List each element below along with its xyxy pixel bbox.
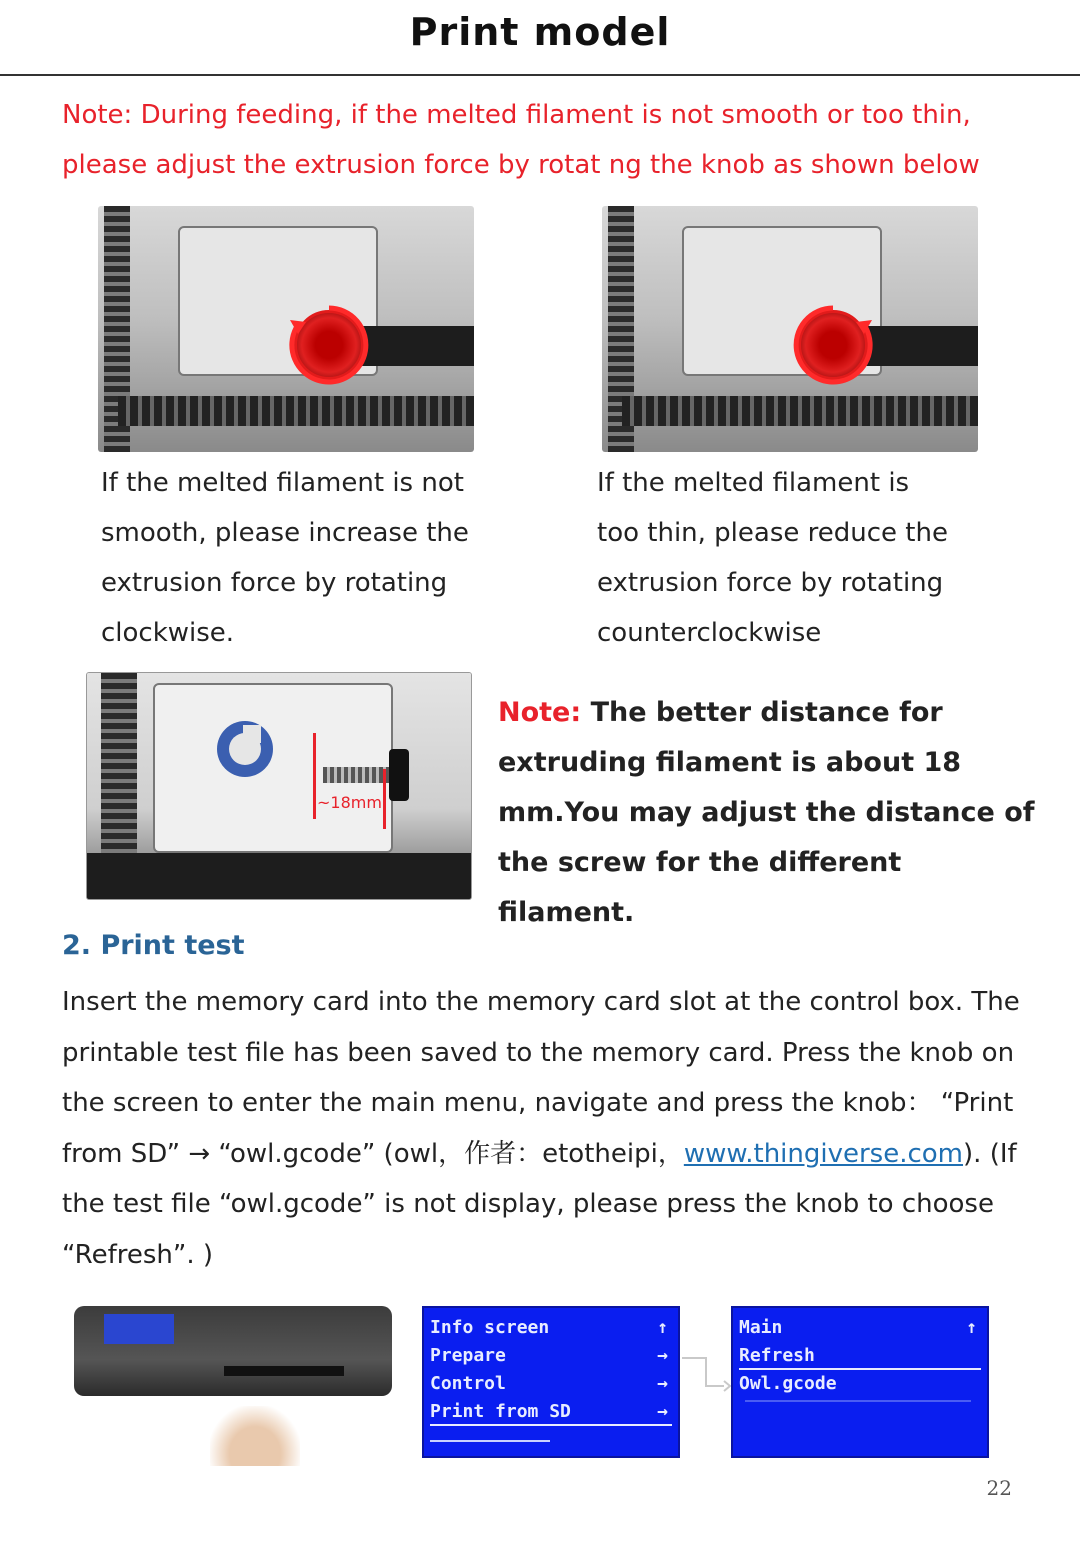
menu-item-refresh[interactable]: Refresh — [739, 1342, 981, 1370]
screw-head — [389, 749, 409, 801]
lcd-main-menu — [422, 1306, 680, 1458]
rotate-clockwise-icon — [284, 300, 374, 390]
distance-marker-left — [313, 733, 316, 819]
distance-marker-right — [383, 769, 386, 829]
sd-card-slot — [224, 1366, 344, 1376]
menu-item-print-from-sd[interactable]: Print from SD → — [430, 1398, 672, 1426]
wrench-icon — [213, 717, 277, 781]
menu-item-main[interactable]: Main ↑ — [739, 1314, 981, 1342]
right-arrow-icon: → — [657, 1401, 668, 1422]
page-number: 22 — [986, 1476, 1012, 1500]
section-title: 2. Print test — [62, 930, 245, 961]
up-arrow-icon: ↑ — [966, 1317, 977, 1338]
menu-item-prepare[interactable]: Prepare → — [430, 1342, 672, 1370]
right-arrow-icon: → — [657, 1345, 668, 1366]
screw-distance-photo — [86, 672, 472, 900]
rotate-counterclockwise-icon — [788, 300, 878, 390]
menu-item-info-screen[interactable]: Info screen ↑ — [430, 1314, 672, 1342]
distance-note-text: The better distance for extruding filament is about 18 mm.You may adjust the distance of the screw for the different filament. — [498, 697, 1035, 928]
caption-clockwise: If the melted filament is not smooth, please increase the extrusion force by rotating clockwise. — [101, 468, 469, 648]
lcd-sd-menu — [731, 1306, 989, 1458]
navigation-arrow-icon — [680, 1350, 732, 1396]
distance-note-lead: Note: — [498, 697, 582, 728]
distance-note — [498, 688, 1038, 938]
extruder-photo-counterclockwise — [602, 206, 978, 452]
caption-counterclockwise: If the melted filament is too thin, please reduce the extrusion force by rotating counterclockwise — [597, 468, 948, 648]
lcd-divider — [745, 1400, 971, 1402]
menu-item-owl-gcode[interactable]: Owl.gcode — [739, 1373, 837, 1394]
screw-spring — [323, 767, 389, 783]
hand — [210, 1406, 300, 1466]
extruder-photo-clockwise — [98, 206, 474, 452]
menu-item-control[interactable]: Control → — [430, 1370, 672, 1398]
page-title: Print model — [409, 10, 671, 54]
control-box-photo — [74, 1306, 392, 1466]
distance-label: ~18mm — [317, 793, 382, 812]
right-arrow-icon: → — [657, 1373, 668, 1394]
lcd-divider — [430, 1440, 550, 1442]
control-box-screen — [104, 1314, 174, 1344]
feeding-note: Note: During feeding, if the melted filament is not smooth or too thin, please adjust the extrusion force by rotat ng the knob as shown below — [62, 100, 980, 180]
up-arrow-icon: ↑ — [657, 1317, 668, 1338]
thingiverse-link[interactable]: www.thingiverse.com — [683, 1138, 964, 1169]
title-divider — [0, 74, 1080, 76]
print-test-instructions: Insert the memory card into the memory card slot at the control box. The printable test file has been saved to the memory card. Press the knob on the screen to enter the main menu, navigate and press the knob： “Print from SD” → “owl.gcode” (owl，作者：etotheipi，www.thingiverse.com). (If the test file “owl.gcode” is not display, please press the knob to choose “Refresh”. ) — [62, 987, 1020, 1270]
